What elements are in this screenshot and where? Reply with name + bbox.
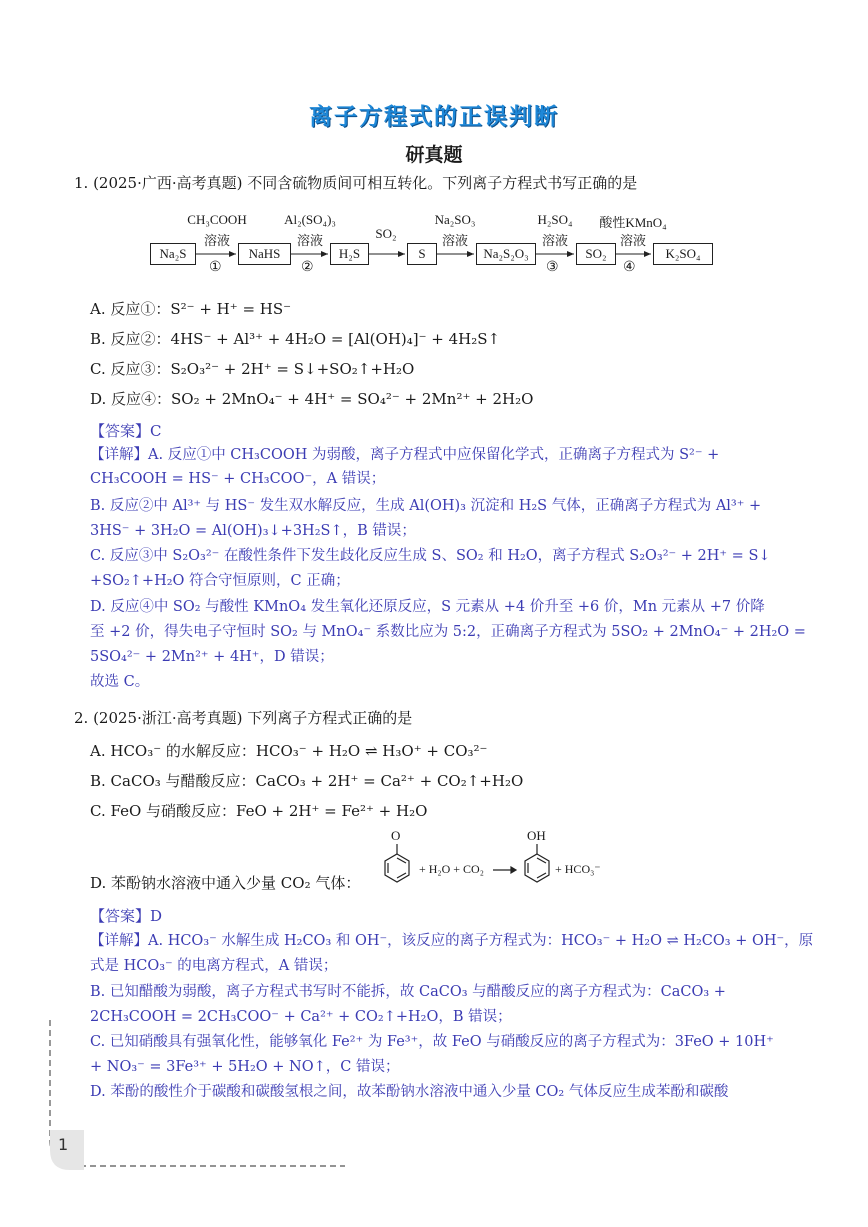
reagent-5-top: H₂SO₄: [537, 212, 573, 227]
step-2-mark: ②: [301, 259, 314, 275]
reagent-2-top: Al₂(SO₄)₃: [284, 212, 336, 227]
q2-option-c: C. FeO 与硝酸反应：FeO + 2H⁺ = Fe²⁺ + H₂O: [90, 802, 428, 820]
phenoxide-reaction: [375, 826, 605, 896]
page-number: 1: [58, 1135, 69, 1154]
q2-detail-line-5: C. 已知硝酸具有强氧化性，能够氧化 Fe²⁺ 为 Fe³⁺，故 FeO 与硝酸反应的离子方程式为：3FeO + 10H⁺: [90, 1034, 774, 1050]
reagent-4-top: Na₂SO₃: [434, 212, 476, 227]
q2-option-d: D. 苯酚钠水溶液中通入少量 CO₂ 气体：: [90, 874, 361, 892]
step-1-mark: ①: [209, 259, 222, 275]
node-so2: SO₂: [576, 243, 616, 265]
product-oh-label: OH: [527, 828, 546, 843]
q1-answer: 【答案】C: [90, 422, 162, 440]
reagent-1-top: CH₃COOH: [187, 212, 247, 227]
step-3-mark: ③: [546, 259, 559, 275]
q1-detail-line-8: 至 +2 价，得失电子守恒时 SO₂ 与 MnO₄⁻ 系数比应为 5:2，正确离子方程式为 5SO₂ + 2MnO₄⁻ + 2H₂O =: [90, 624, 806, 640]
q2-detail-line-4: 2CH₃COOH = 2CH₃COO⁻ + Ca²⁺ + CO₂↑+H₂O，B 错误；: [90, 1009, 512, 1025]
section-subtitle: 研真题: [405, 144, 463, 166]
q1-option-c: C. 反应③：S₂O₃²⁻ + 2H⁺ = S↓+SO₂↑+H₂O: [90, 360, 415, 378]
reagents-label: + H₂O + CO₂: [419, 862, 484, 876]
q1-option-b: B. 反应②：4HS⁻ + Al³⁺ + 4H₂O = [Al(OH)₄]⁻ + 4H₂S↑: [90, 330, 501, 348]
node-nahs: NaHS: [238, 243, 291, 265]
reagent-6-top: 酸性KMnO₄: [599, 215, 667, 230]
q1-detail-line-1: 【详解】A. 反应①中 CH₃COOH 为弱酸，离子方程式中应保留化学式，正确离子方程式为 S²⁻ +: [90, 447, 720, 463]
reagent-2-bottom: 溶液: [296, 233, 323, 248]
reagent-3-top: SO₂: [375, 226, 397, 241]
q1-option-d: D. 反应④：SO₂ + 2MnO₄⁻ + 4H⁺ = SO₄²⁻ + 2Mn²⁺ + 2H₂O: [90, 390, 534, 408]
q2-option-a: A. HCO₃⁻ 的水解反应：HCO₃⁻ + H₂O ⇌ H₃O⁺ + CO₃²⁻: [90, 742, 488, 760]
byproduct-label: + HCO₃⁻: [555, 862, 601, 876]
node-h2s: H₂S: [330, 243, 369, 265]
q2-option-b: B. CaCO₃ 与醋酸反应：CaCO₃ + 2H⁺ = Ca²⁺ + CO₂↑+H₂O: [90, 772, 524, 790]
reactant-o-label: O: [391, 828, 401, 843]
reagent-4-bottom: 溶液: [441, 233, 468, 248]
reagent-5-bottom: 溶液: [541, 233, 568, 248]
page-title: 离子方程式的正误判断: [309, 104, 559, 130]
question-1-stem: 1. (2025·广西·高考真题) 不同含硫物质间可相互转化。下列离子方程式书写正确的是: [74, 174, 638, 192]
node-s: S: [407, 243, 437, 265]
question-2-stem: 2. (2025·浙江·高考真题) 下列离子方程式正确的是: [74, 709, 413, 727]
node-na2s2o3: Na₂S₂O₃: [476, 243, 536, 265]
q1-detail-line-5: C. 反应③中 S₂O₃²⁻ 在酸性条件下发生歧化反应生成 S、SO₂ 和 H₂O，离子方程式 S₂O₃²⁻ + 2H⁺ = S↓: [90, 548, 771, 564]
q2-detail-line-6: + NO₃⁻ = 3Fe³⁺ + 5H₂O + NO↑，C 错误；: [90, 1059, 400, 1075]
q1-detail-line-2: CH₃COOH = HS⁻ + CH₃COO⁻，A 错误；: [90, 471, 386, 487]
step-4-mark: ④: [623, 259, 636, 275]
q1-detail-line-10: 故选 C。: [90, 674, 150, 690]
benzene-rings: [375, 826, 605, 896]
q1-option-a: A. 反应①：S²⁻ + H⁺ = HS⁻: [90, 300, 292, 318]
q1-detail-line-4: 3HS⁻ + 3H₂O = Al(OH)₃↓+3H₂S↑，B 错误；: [90, 523, 416, 539]
node-na2s: Na₂S: [150, 243, 196, 265]
q2-detail-line-7: D. 苯酚的酸性介于碳酸和碳酸氢根之间，故苯酚钠水溶液中通入少量 CO₂ 气体反应生成苯酚和碳酸: [90, 1084, 729, 1100]
q1-detail-line-3: B. 反应②中 Al³⁺ 与 HS⁻ 发生双水解反应，生成 Al(OH)₃ 沉淀和 H₂S 气体，正确离子方程式为 Al³⁺ +: [90, 498, 762, 514]
q1-detail-line-6: +SO₂↑+H₂O 符合守恒原则，C 正确；: [90, 573, 350, 589]
q2-detail-line-3: B. 已知醋酸为弱酸，离子方程式书写时不能拆，故 CaCO₃ 与醋酸反应的离子方程式为：CaCO₃ +: [90, 984, 726, 1000]
q2-detail-line-1: 【详解】A. HCO₃⁻ 水解生成 H₂CO₃ 和 OH⁻，该反应的离子方程式为：HCO₃⁻ + H₂O ⇌ H₂CO₃ + OH⁻，原: [90, 933, 814, 949]
reagent-6-bottom: 溶液: [619, 233, 646, 248]
node-k2so4: K₂SO₄: [653, 243, 713, 265]
sulfur-conversion-diagram: [0, 0, 868, 300]
q1-detail-line-9: 5SO₄²⁻ + 2Mn²⁺ + 4H⁺，D 错误；: [90, 649, 334, 665]
q1-detail-line-7: D. 反应④中 SO₂ 与酸性 KMnO₄ 发生氧化还原反应，S 元素从 +4 价升至 +6 价，Mn 元素从 +7 价降: [90, 599, 765, 615]
q2-answer: 【答案】D: [90, 907, 163, 925]
q2-detail-line-2: 式是 HCO₃⁻ 的电离方程式，A 错误；: [90, 958, 338, 974]
reagent-1-bottom: 溶液: [203, 233, 230, 248]
